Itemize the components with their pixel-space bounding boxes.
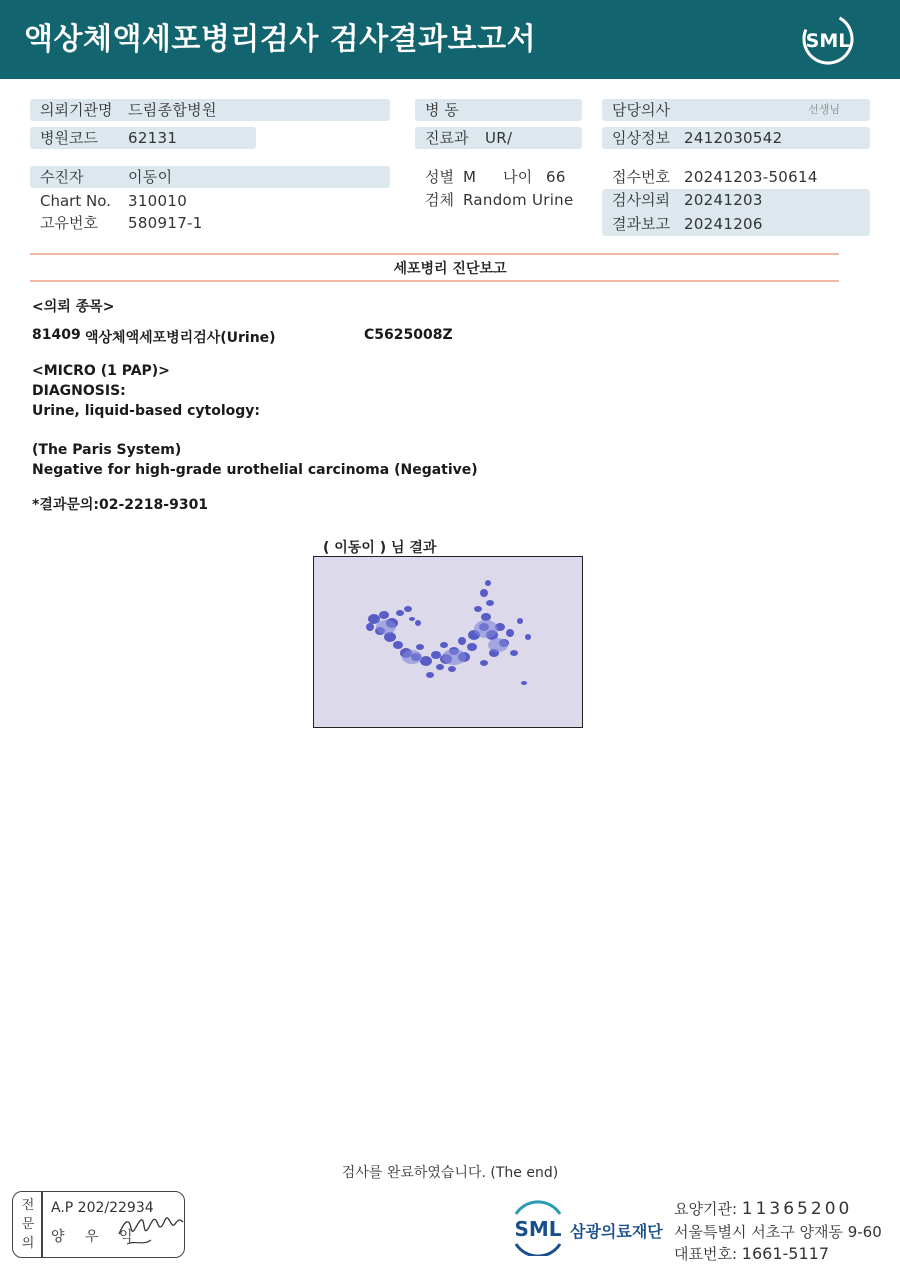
clinical-info-field: [602, 127, 870, 149]
unique-no-label: 고유번호: [40, 214, 98, 232]
receipt-no-field: [602, 166, 870, 188]
phone-number: 1661-5117: [741, 1244, 830, 1263]
diagnosis-heading: DIAGNOSIS:: [32, 383, 126, 399]
report-date-value: 20241206: [684, 215, 763, 233]
patient-label: 수진자: [40, 168, 84, 186]
unique-no-field: [30, 212, 390, 234]
ward-field: [415, 99, 582, 121]
sex-age-field: [415, 166, 595, 188]
report-title: 액상체액세포병리검사 검사결과보고서: [24, 22, 537, 57]
stamp-license: A.P 202/22934: [51, 1200, 154, 1216]
doctor-suffix: 선생님: [808, 103, 840, 116]
divider-top: [30, 253, 839, 255]
image-caption: ( 이동이 ) 님 결과: [323, 540, 437, 556]
diagnosis-line: Urine, liquid-based cytology:: [32, 403, 261, 419]
report-date-label: 결과보고: [612, 215, 670, 233]
institution-field: [30, 99, 390, 121]
org-name: 삼광의료재단: [570, 1222, 663, 1241]
age-label: 나이: [503, 168, 533, 186]
end-text: 검사를 완료하였습니다. (The end): [341, 1165, 559, 1181]
stamp-name: 양 우 익: [51, 1229, 141, 1245]
chart-no-label: Chart No.: [40, 192, 111, 210]
microscopy-image: [313, 556, 583, 728]
specimen-value: Random Urine: [463, 191, 574, 209]
signature-icon: [115, 1200, 185, 1250]
institution-label: 의뢰기관명: [40, 101, 113, 119]
report-header: [0, 0, 900, 79]
micro-heading: <MICRO (1 PAP)>: [32, 363, 170, 379]
sex-label: 성별: [425, 168, 454, 186]
license-row: [674, 1198, 852, 1219]
age-value: 66: [546, 168, 566, 186]
inquiry-contact: *결과문의:02-2218-9301: [32, 497, 209, 513]
stamp-vertical-label: 전 문 의: [21, 1198, 35, 1251]
test-id: C5625008Z: [364, 327, 453, 343]
department-value: UR/: [485, 129, 513, 147]
request-date-value: 20241203: [684, 191, 763, 209]
clinical-info-value: 2412030542: [684, 129, 783, 147]
diagnosis-result: Negative for high-grade urothelial carcinoma (Negative): [32, 462, 478, 478]
request-items-heading: <의뢰 종목>: [32, 299, 115, 315]
sml-logo-text: SML: [805, 30, 851, 52]
clinical-info-label: 임상정보: [612, 129, 670, 147]
specimen-field: [415, 189, 595, 211]
receipt-no-value: 20241203-50614: [684, 168, 818, 186]
receipt-no-label: 접수번호: [612, 168, 670, 186]
department-label: 진료과: [425, 129, 469, 147]
ward-label: 병 동: [425, 101, 459, 119]
org-address: 서울특별시 서초구 양재동 9-60: [674, 1223, 882, 1241]
doctor-field: [602, 99, 870, 121]
divider-bottom: [30, 280, 839, 282]
department-field: [415, 127, 582, 149]
paris-system: (The Paris System): [32, 442, 182, 458]
license-label: 요양기관:: [674, 1200, 738, 1218]
specimen-label: 검체: [425, 191, 454, 209]
unique-no-value: 580917-1: [128, 214, 203, 232]
patient-value: 이동이: [128, 168, 173, 186]
phone-row: [674, 1243, 829, 1264]
chart-no-field: [30, 190, 390, 212]
patient-field: [30, 166, 390, 188]
section-title: 세포병리 진단보고: [393, 261, 507, 277]
sex-value: M: [463, 168, 477, 186]
hospital-code-label: 병원코드: [40, 129, 98, 147]
sml-footer-logo: [508, 1200, 568, 1256]
license-number: 11365200: [741, 1199, 853, 1219]
sml-logo: [800, 12, 856, 66]
doctor-label: 담당의사: [612, 101, 670, 119]
stamp-divider: [41, 1192, 43, 1257]
footer-logo-text: SML: [514, 1217, 562, 1241]
hospital-code-field: [30, 127, 256, 149]
hospital-code-value: 62131: [128, 129, 178, 147]
test-name: 액상체액세포병리검사(Urine): [85, 330, 276, 346]
institution-value: 드림종합병원: [128, 101, 217, 119]
phone-label: 대표번호:: [674, 1245, 738, 1263]
pathologist-stamp: [12, 1191, 185, 1258]
test-code: 81409: [32, 327, 81, 343]
request-date-label: 검사의뢰: [612, 191, 670, 209]
chart-no-value: 310010: [128, 192, 188, 210]
date-box: [602, 189, 870, 236]
